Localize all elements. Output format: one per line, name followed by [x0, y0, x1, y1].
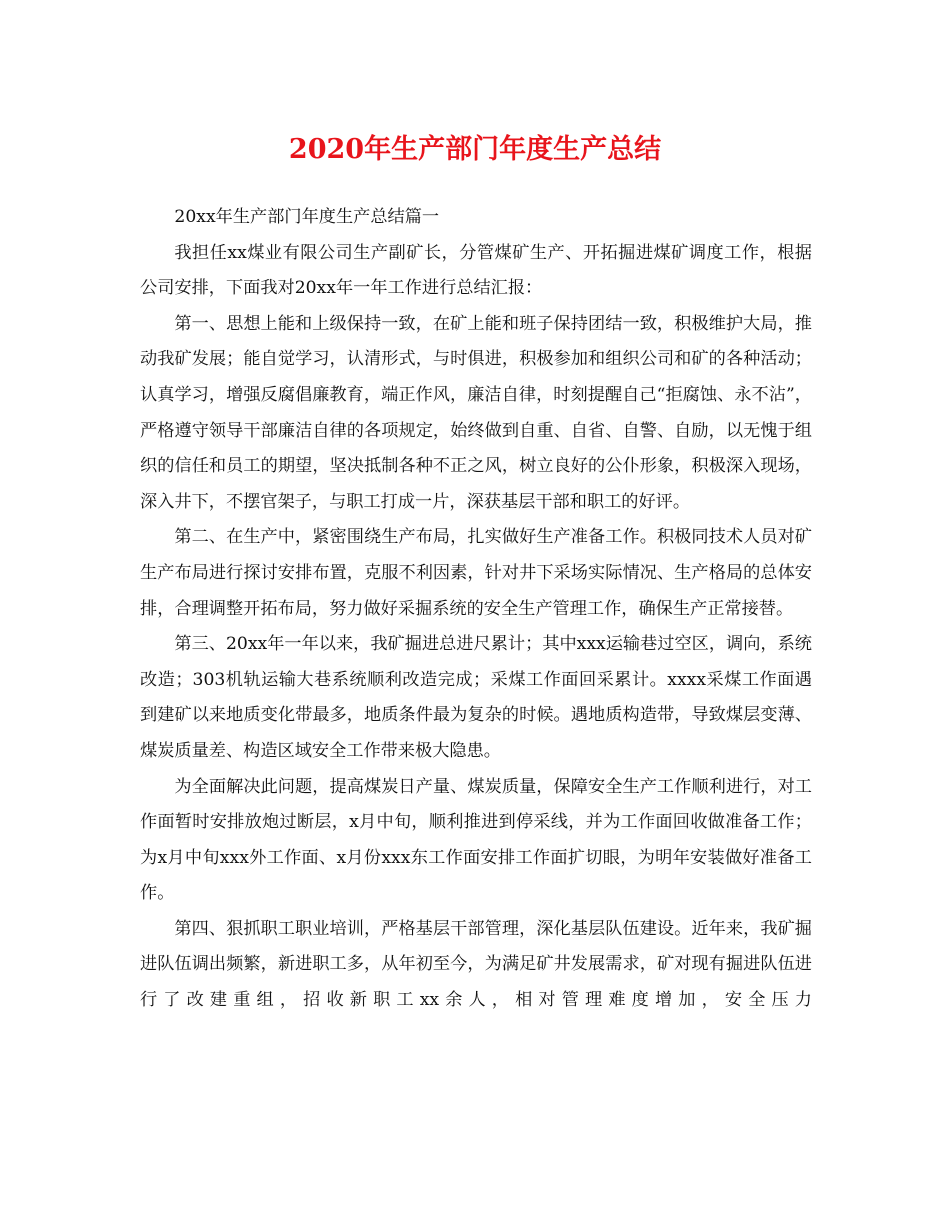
paragraph-fourth: 第四、狠抓职工职业培训，严格基层干部管理，深化基层队伍建设。近年来，我矿掘进队伍调出频繁，新进职工多，从年初至今，为满足矿井发展需求，矿对现有掘进队伍进行了改建重组，招收新职工xx余人，相对管理难度增加，安全压力 [140, 918, 812, 1011]
paragraph-first: 第一、思想上能和上级保持一致，在矿上能和班子保持团结一致，积极维护大局，推动我矿发展；能自觉学习，认清形式，与时俱进，积极参加和组织公司和矿的各种活动；认真学习，增强反腐倡廉教育，端正作风，廉洁自律，时刻提醒自己“拒腐蚀、永不沾”，严格遵守领导干部廉洁自律的各项规定，始终做到自重、自省、自警、自励，以无愧于组织的信任和员工的期望，坚决抵制各种不正之风，树立良好的公仆形象，积极深入现场，深入井下，不摆官架子，与职工打成一片，深获基层干部和职工的好评。 [140, 313, 812, 512]
paragraph-solution: 为全面解决此问题，提高煤炭日产量、煤炭质量，保障安全生产工作顺利进行，对工作面暂时安排放炮过断层，x月中旬，顺利推进到停采线，并为工作面回收做准备工作；为x月中旬xxx外工作面、x月份xxx东工作面安排工作面扩切眼，为明年安装做好准备工作。 [140, 776, 812, 904]
paragraph-second: 第二、在生产中，紧密围绕生产布局，扎实做好生产准备工作。积极同技术人员对矿生产布局进行探讨安排布置，克服不利因素，针对井下采场实际情况、生产格局的总体安排，合理调整开拓布局，努力做好采掘系统的安全生产管理工作，确保生产正常接替。 [140, 527, 812, 619]
paragraph-intro: 我担任xx煤业有限公司生产副矿长，分管煤矿生产、开拓掘进煤矿调度工作，根据公司安排，下面我对20xx年一年工作进行总结汇报： [140, 242, 812, 299]
document-title: 2020年生产部门年度生产总结 [288, 134, 662, 165]
paragraph-third: 第三、20xx年一年以来，我矿掘进总进尺累计；其中xxx运输巷过空区，调向，系统改造；303机轨运输大巷系统顺利改造完成；采煤工作面回采累计。xxxx采煤工作面遇到建矿以来地质变化带最多，地质条件最为复杂的时候。遇地质构造带，导致煤层变薄、煤炭质量差、构造区域安全工作带来极大隐患。 [140, 634, 812, 761]
paragraph-subtitle: 20xx年生产部门年度生产总结篇一 [174, 207, 440, 227]
document-body [140, 200, 812, 1019]
